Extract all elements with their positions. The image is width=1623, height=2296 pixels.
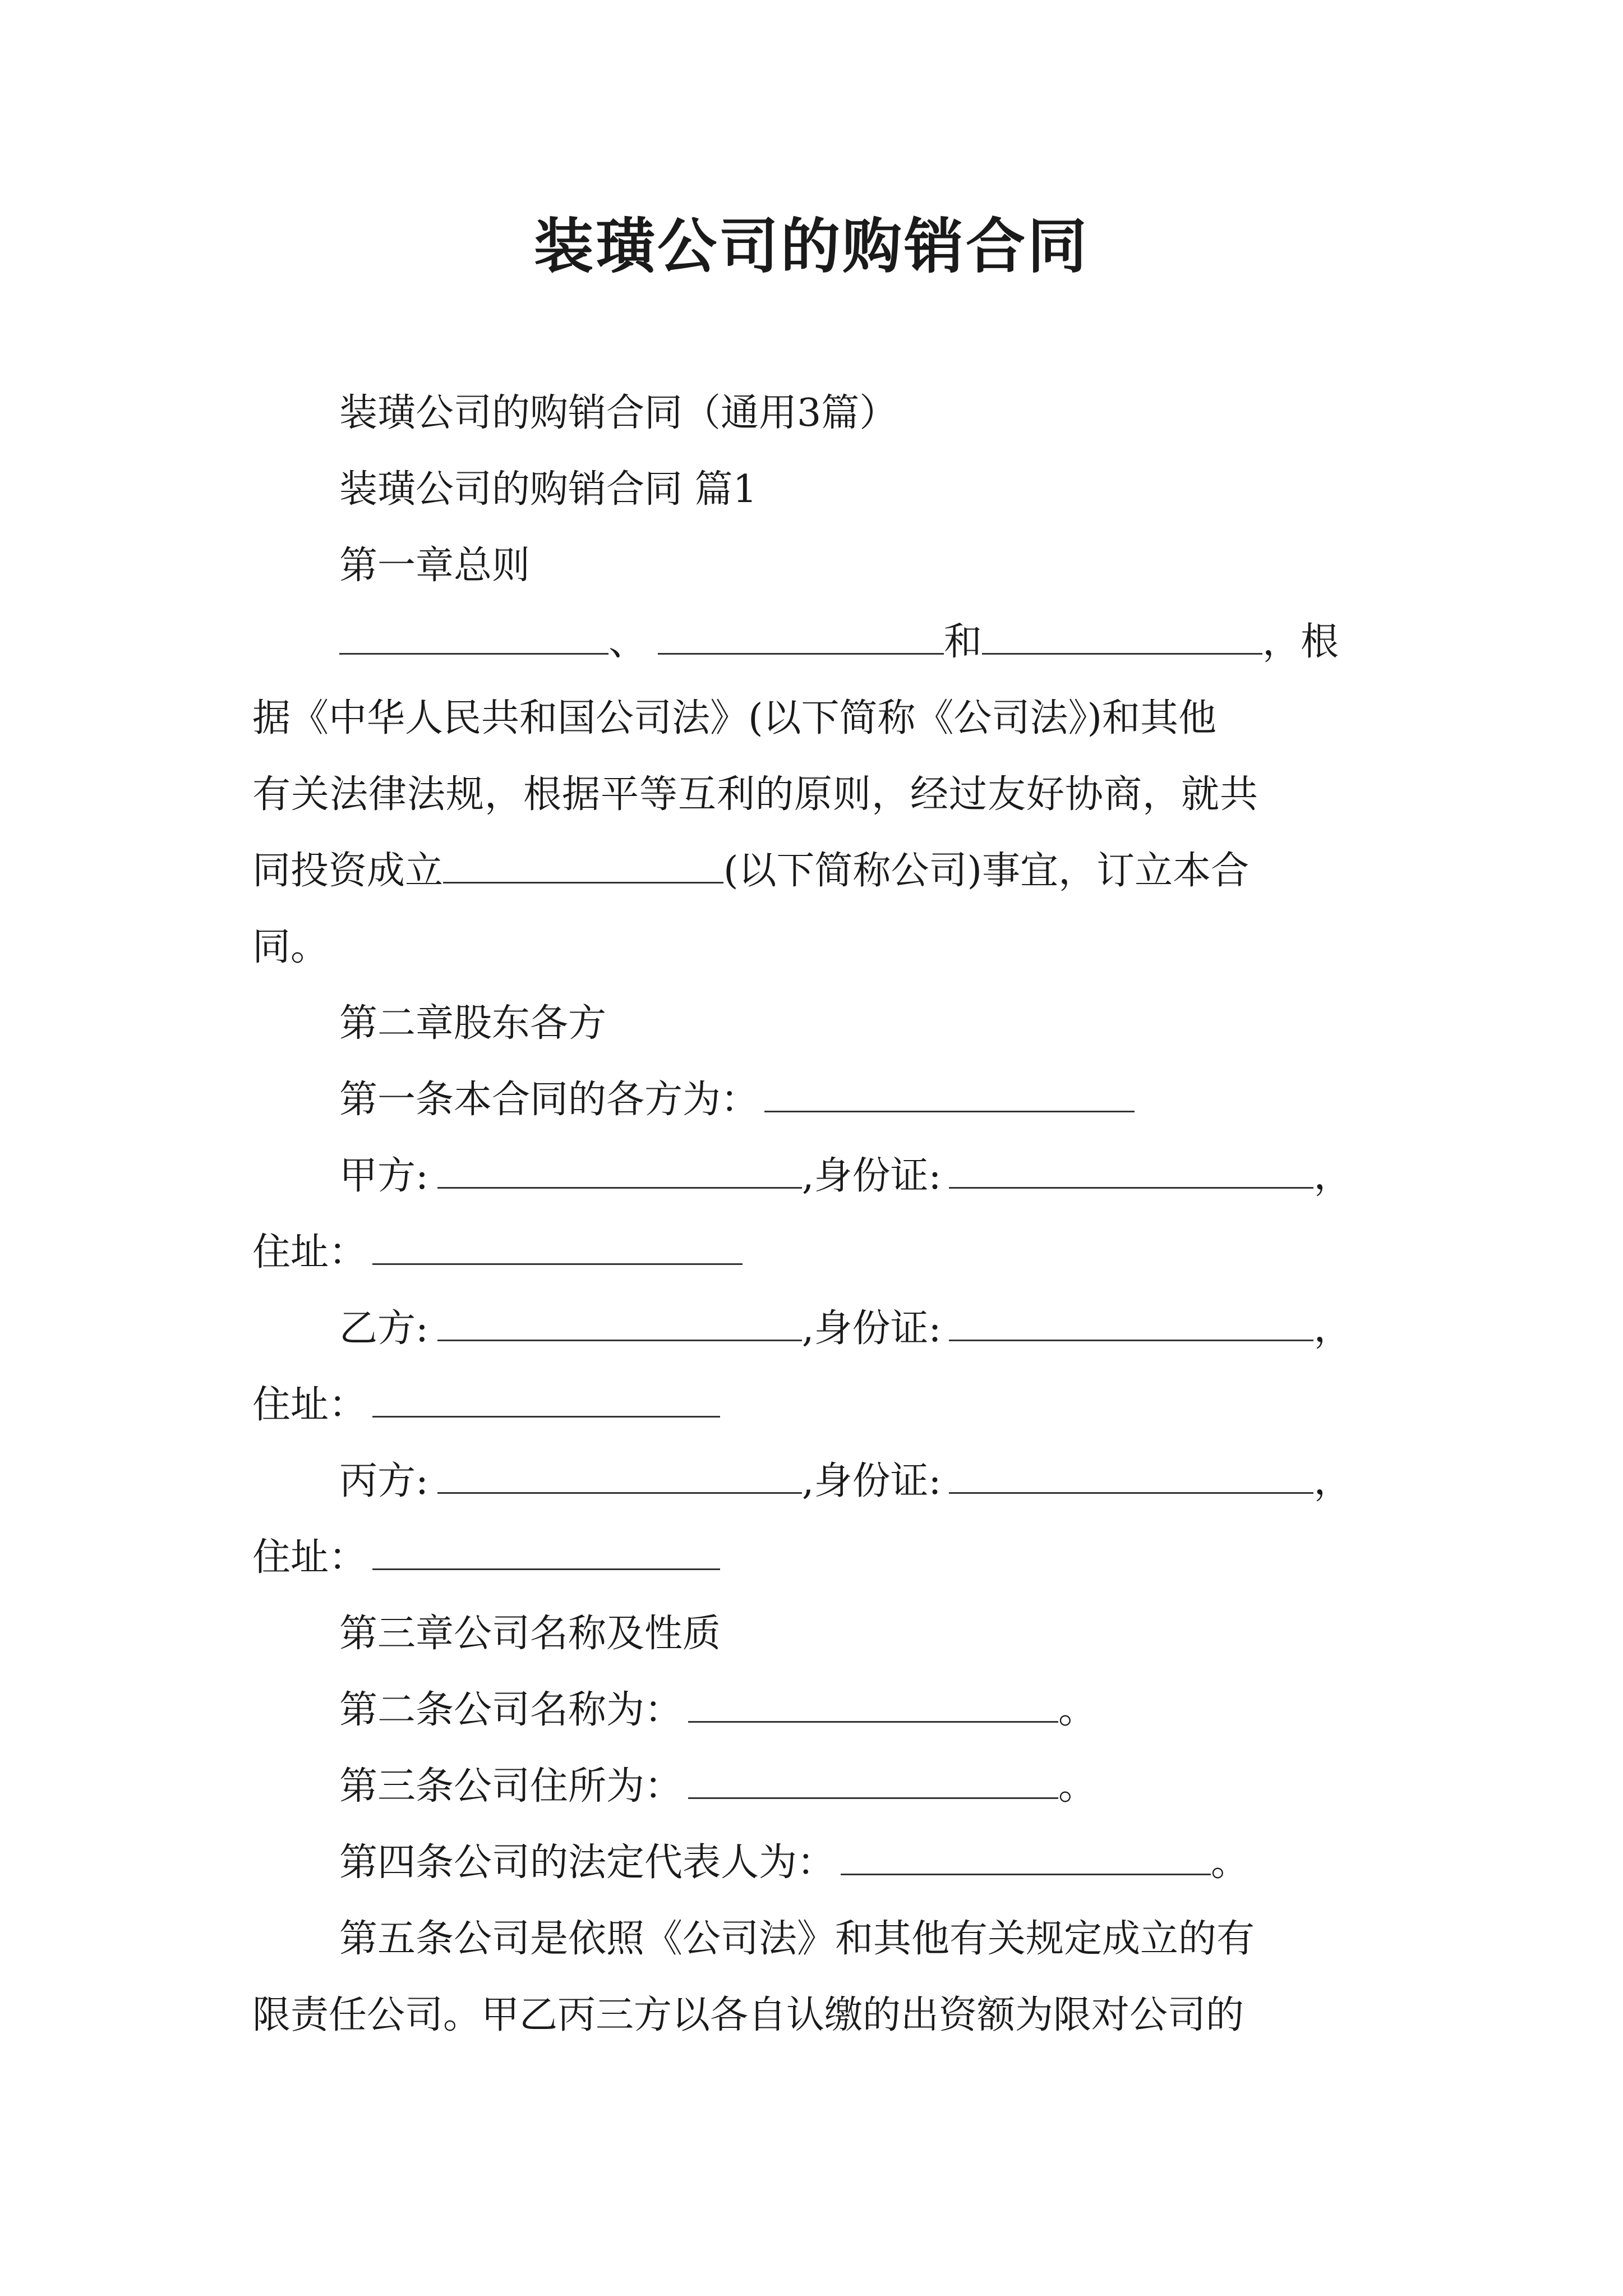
party-a-line: 甲方: ,身份证: ，: [339, 1154, 1352, 1198]
blank-field: [949, 1158, 1313, 1189]
blank-field: [372, 1234, 743, 1265]
party-c-line: 丙方: ,身份证: ，: [339, 1459, 1352, 1503]
chapter-heading: 第二章股东各方: [339, 1001, 607, 1046]
paragraph-line: 第四条公司的法定代表人为： 。: [339, 1841, 1249, 1885]
blank-field: [982, 624, 1262, 655]
paragraph-line: 同。: [252, 925, 329, 969]
blank-field: [437, 1310, 802, 1341]
blank-field: [372, 1539, 720, 1570]
chapter-heading: 第一章总则: [339, 544, 531, 588]
paragraph-line: 有关法律法规，根据平等互利的原则，经过友好协商，就共: [252, 772, 1259, 817]
blank-field: [688, 1768, 1058, 1799]
paragraph-line: 第一条本合同的各方为：: [339, 1081, 1135, 1119]
blank-field: [372, 1387, 720, 1418]
address-line: 住址：: [252, 1539, 720, 1577]
address-line: 住址：: [252, 1386, 720, 1424]
blank-field: [949, 1310, 1313, 1341]
paragraph-line: 同投资成立 (以下简称公司)事宜，订立本合: [252, 849, 1249, 893]
blank-field: [764, 1082, 1135, 1112]
blank-field: [437, 1158, 802, 1189]
blank-field: [688, 1692, 1058, 1723]
document-title: 装璜公司的购销合同: [534, 212, 1089, 281]
paragraph-line: 第五条公司是依照《公司法》和其他有关规定成立的有: [339, 1917, 1255, 1961]
chapter-heading: 第三章公司名称及性质: [339, 1612, 721, 1656]
blank-field: [949, 1463, 1313, 1494]
paragraph-line: 第二条公司名称为： 。: [339, 1688, 1097, 1732]
blank-field: [658, 624, 944, 655]
blank-field: [339, 624, 608, 655]
paragraph-line: 据《中华人民共和国公司法》(以下简称《公司法》)和其他: [252, 696, 1217, 740]
blank-field: [443, 853, 723, 884]
paragraph-line: 第三条公司住所为： 。: [339, 1764, 1097, 1809]
subtitle: 装璜公司的购销合同（通用3篇）: [339, 391, 898, 435]
blank-field: [841, 1844, 1211, 1875]
section-heading: 装璜公司的购销合同 篇1: [339, 467, 757, 512]
paragraph-line: 限责任公司。甲乙丙三方以各自认缴的出资额为限对公司的: [252, 1993, 1244, 2037]
address-line: 住址：: [252, 1234, 743, 1272]
party-b-line: 乙方: ,身份证: ，: [339, 1306, 1352, 1351]
paragraph-line: 、 和 ，根: [339, 623, 1371, 661]
blank-field: [437, 1463, 802, 1494]
